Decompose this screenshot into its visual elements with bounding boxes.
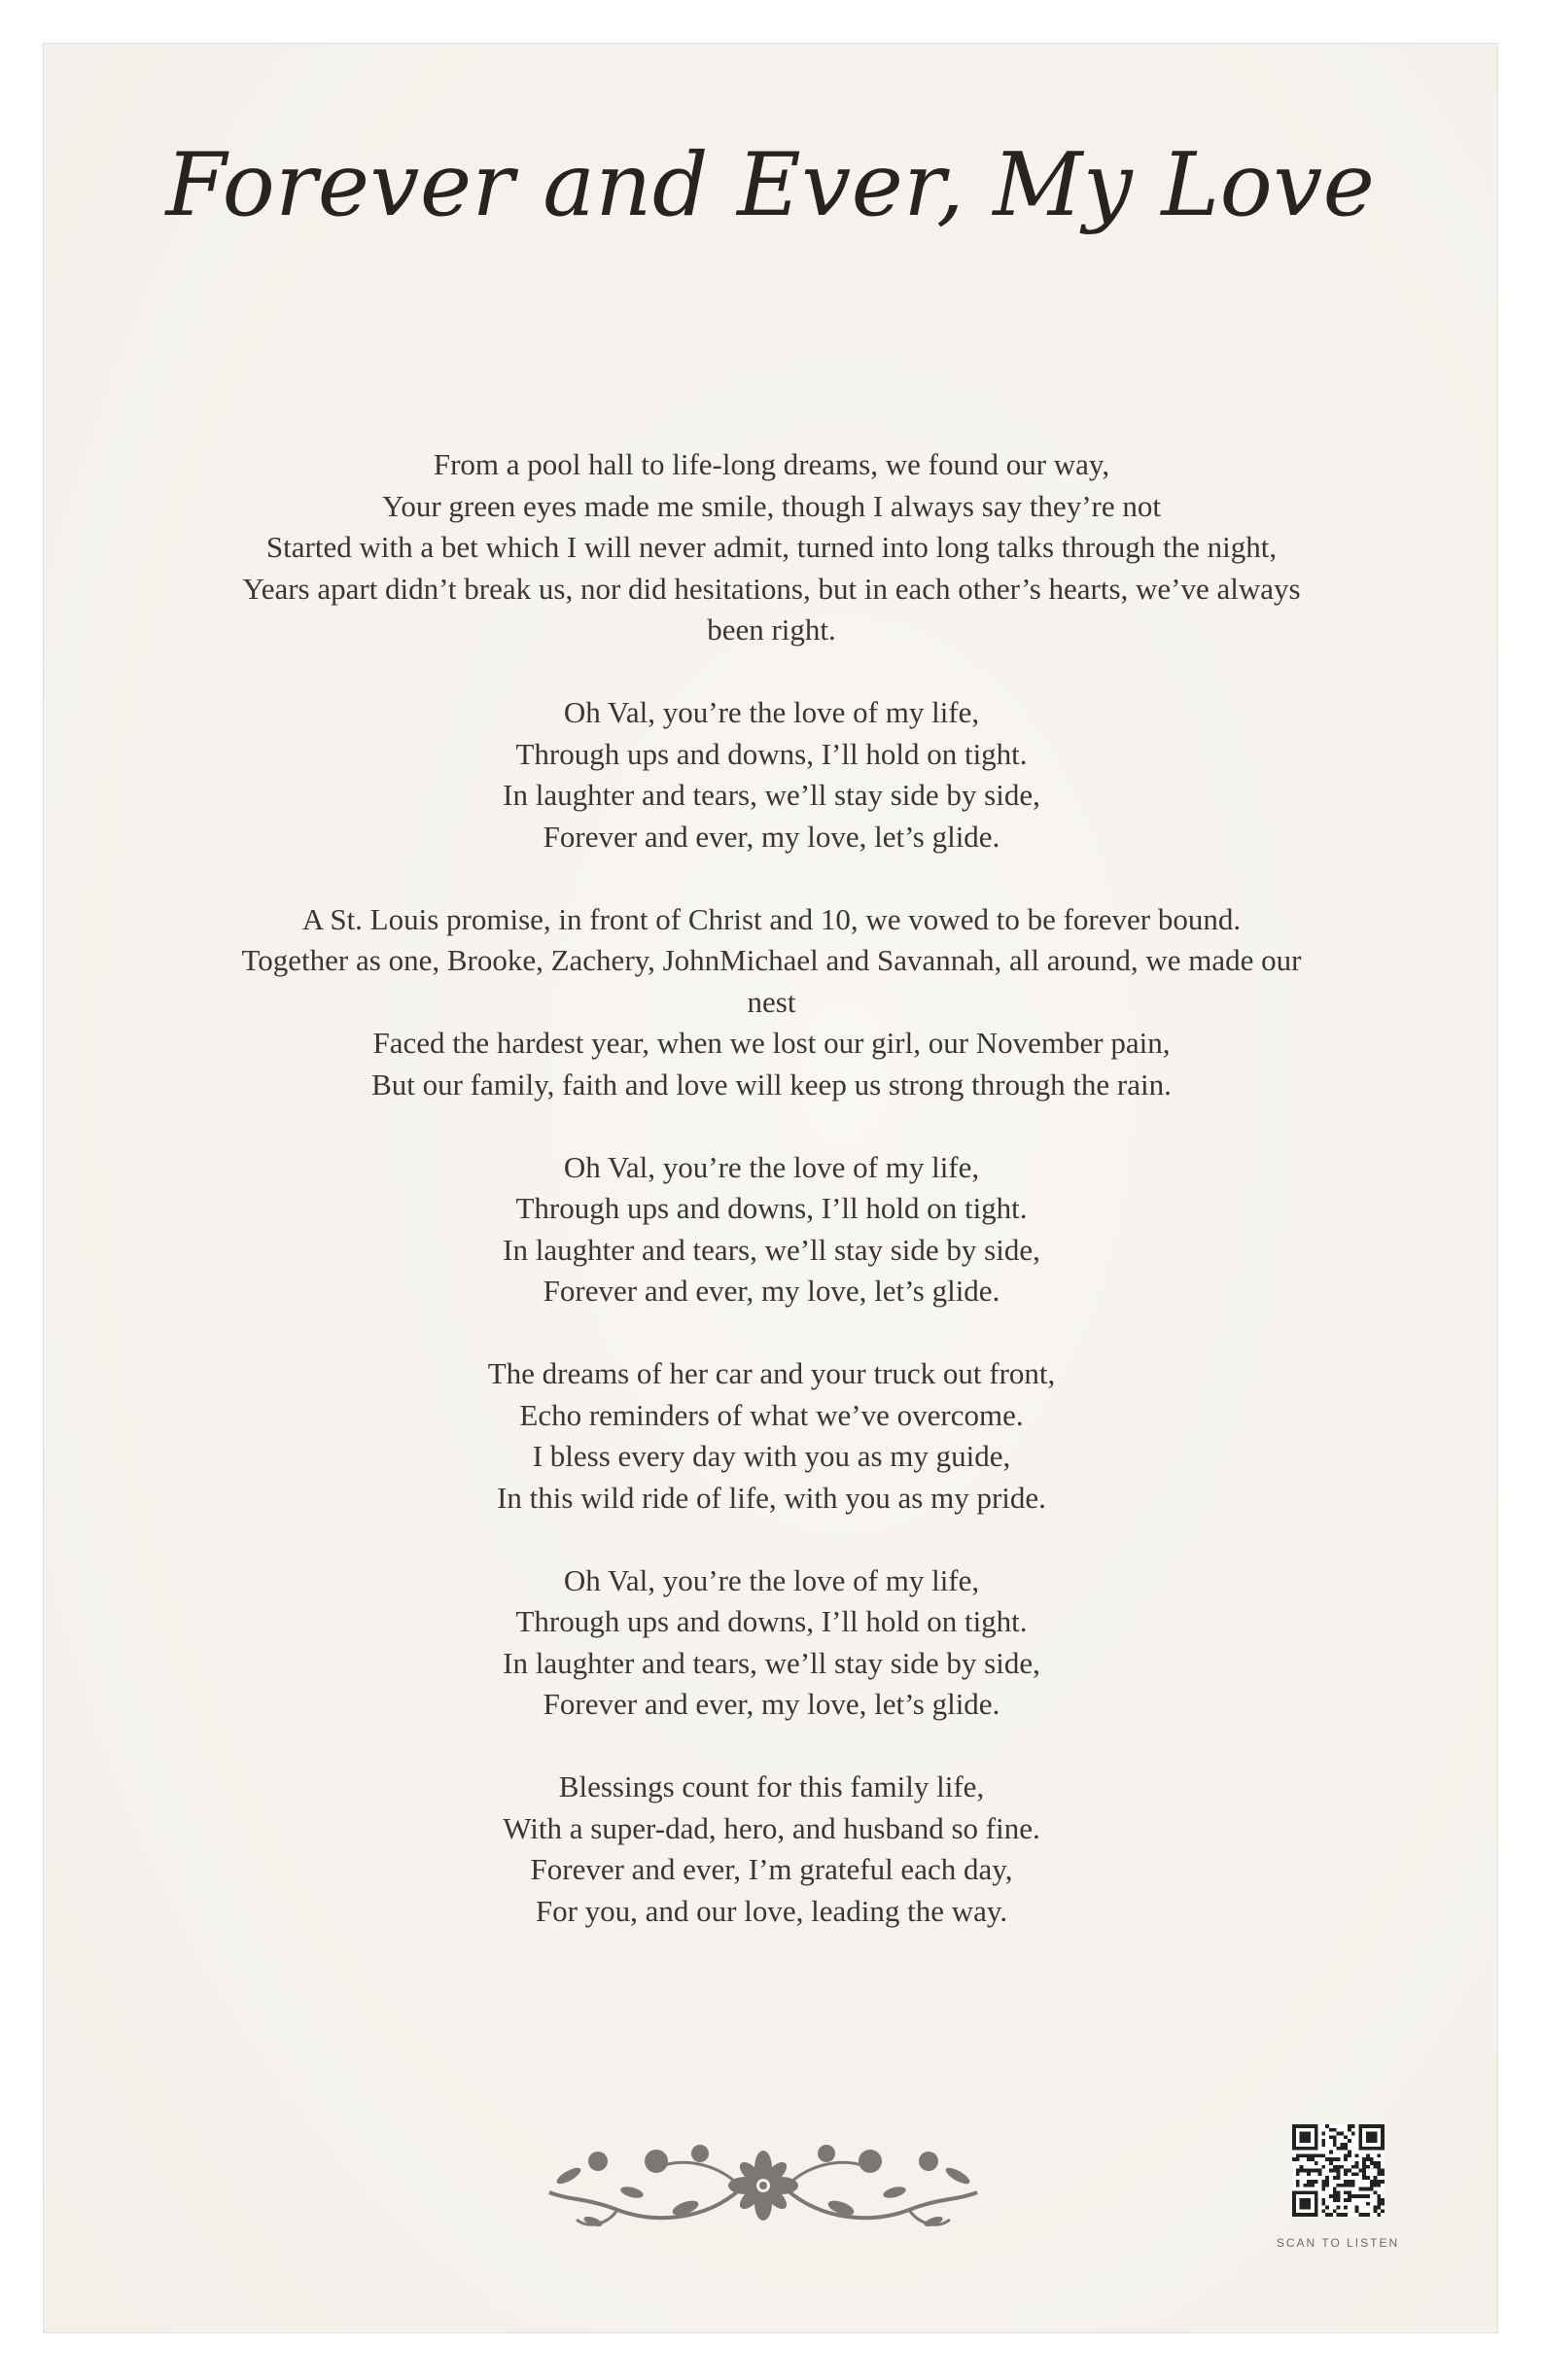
- lyric-line: From a pool hall to life-long dreams, we found our way,: [433, 447, 1110, 481]
- lyric-line: In laughter and tears, we’ll stay side by side,: [503, 778, 1040, 812]
- poster-sheet: [43, 43, 1498, 2333]
- lyric-line: Echo reminders of what we’ve overcome.: [519, 1397, 1024, 1432]
- stanza: [190, 692, 1353, 858]
- lyric-line: I bless every day with you as my guide,: [532, 1439, 1011, 1473]
- lyric-line: With a super-dad, hero, and husband so fine.: [503, 1810, 1040, 1845]
- lyric-line: Together as one, Brooke, Zachery, JohnMichael and Savannah, all around, we made our: [241, 943, 1302, 977]
- lyric-line: Started with a bet which I will never admit, turned into long talks through the night,: [265, 530, 1278, 564]
- lyric-line: been right.: [707, 612, 836, 647]
- lyric-line: Years apart didn’t break us, nor did hesitations, but in each other’s hearts, we’ve always: [242, 571, 1301, 606]
- qr-label: SCAN TO LISTEN: [1276, 2236, 1400, 2250]
- poem-title: Forever and Ever, My Love: [165, 134, 1376, 236]
- lyric-line: A St. Louis promise, in front of Christ and 10, we vowed to be forever bound.: [301, 901, 1242, 936]
- lyric-line: For you, and our love, leading the way.: [535, 1893, 1008, 1928]
- qr-section: [1255, 2124, 1420, 2250]
- lyric-line: nest: [747, 984, 796, 1019]
- lyric-line: Through ups and downs, I’ll hold on tight.: [515, 1604, 1028, 1638]
- lyric-line: Faced the hardest year, when we lost our girl, our November pain,: [372, 1026, 1171, 1060]
- lyric-line: Your green eyes made me smile, though I always say they’re not: [382, 488, 1161, 523]
- stanza: [190, 1560, 1353, 1726]
- stanza: [190, 1353, 1353, 1519]
- stanza: [190, 1147, 1353, 1312]
- lyric-line: Through ups and downs, I’ll hold on tight.: [515, 736, 1028, 771]
- lyric-line: Forever and ever, I’m grateful each day,: [530, 1852, 1013, 1886]
- lyric-line: In this wild ride of life, with you as my pride.: [497, 1480, 1046, 1515]
- qr-code-icon[interactable]: [1292, 2124, 1385, 2217]
- lyrics-body: [190, 444, 1353, 1974]
- lyric-line: Through ups and downs, I’ll hold on tight.: [515, 1191, 1028, 1225]
- lyric-line: Forever and ever, my love, let’s glide.: [543, 1687, 1000, 1721]
- lyric-line: In laughter and tears, we’ll stay side by side,: [503, 1645, 1040, 1680]
- stanza: [190, 899, 1353, 1106]
- lyric-line: Blessings count for this family life,: [558, 1769, 985, 1803]
- stanza: [190, 1767, 1353, 1932]
- lyric-line: Oh Val, you’re the love of my life,: [563, 695, 980, 729]
- lyric-line: Oh Val, you’re the love of my life,: [563, 1562, 980, 1597]
- lyric-line: The dreams of her car and your truck out front,: [487, 1356, 1056, 1390]
- lyric-line: But our family, faith and love will keep us strong through the rain.: [371, 1067, 1172, 1102]
- floral-divider-icon: [540, 2132, 987, 2239]
- lyric-line: Forever and ever, my love, let’s glide.: [543, 819, 1000, 854]
- lyric-line: Forever and ever, my love, let’s glide.: [543, 1274, 1000, 1308]
- lyric-line: In laughter and tears, we’ll stay side by side,: [503, 1232, 1040, 1267]
- lyric-line: Oh Val, you’re the love of my life,: [563, 1149, 980, 1184]
- stanza: [190, 444, 1353, 651]
